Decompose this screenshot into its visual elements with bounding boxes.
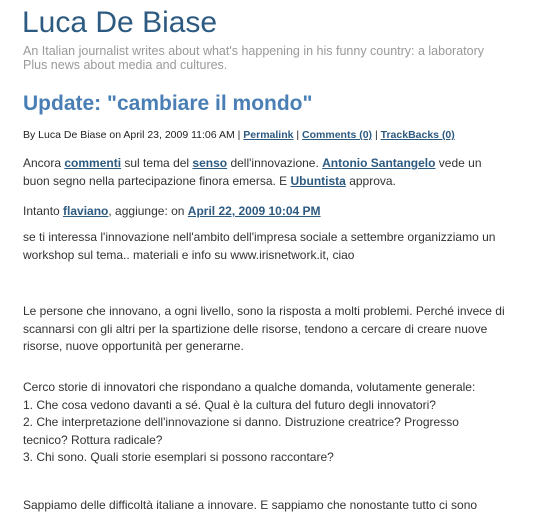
paragraph-line: Le persone che innovano, a ogni livello, sono la risposta a molti problemi. Perché invece di (23, 304, 505, 318)
flaviano-link[interactable]: flaviano (63, 204, 109, 218)
paragraph-line: Cerco storie di innovatori che rispondano a qualche domanda, volutamente generale: (23, 380, 476, 394)
ubuntista-link[interactable]: Ubuntista (290, 173, 346, 188)
blog-title[interactable]: Luca De Biase (22, 6, 218, 39)
text: sul tema del (121, 156, 193, 170)
paragraph (23, 155, 543, 190)
byline-text: By Luca De Biase on April 23, 2009 11:06 AM | (23, 129, 241, 141)
post-byline (23, 129, 455, 141)
tagline-line: An Italian journalist writes about what's happening in his funny country: a laboratory (23, 44, 484, 58)
text: buon segno nella partecipazione finora emersa. E (23, 173, 291, 188)
quote-paragraph (23, 229, 543, 264)
post-title[interactable]: Update: "cambiare il mondo" (23, 92, 313, 115)
paragraph-line: scannarsi con gli altri per la spartizione delle risorse, tendono a cercare di creare nuove (23, 321, 488, 336)
text: vede un (435, 156, 482, 170)
paragraph-line: Sappiamo delle difficoltà italiane a innovare. E sappiamo che nonostante tutto ci sono (23, 498, 478, 512)
paragraph-line: workshop sul tema.. materiali e info su www.irisnetwork.it, ciao (23, 247, 355, 262)
antonio-santangelo-link[interactable]: Antonio Santangelo (322, 156, 436, 170)
byline-separator: | (374, 129, 378, 141)
paragraph-line: 1. Che cosa vedono davanti a sé. Qual è la cultura del futuro degli innovatori? (23, 397, 436, 412)
byline-separator: | (296, 129, 300, 141)
comments-link[interactable]: Comments (0) (302, 129, 373, 141)
trackbacks-link[interactable]: TrackBacks (0) (380, 129, 455, 141)
paragraph-line: se ti interessa l'innovazione nell'ambito dell'impresa sociale a settembre organizziamo un (23, 230, 496, 244)
paragraph-line: tecnico? Rottura radicale? (23, 432, 163, 447)
permalink-link[interactable]: Permalink (243, 129, 294, 141)
paragraph (23, 303, 543, 356)
paragraph-line (23, 173, 543, 191)
paragraph-line: 2. Che interpretazione dell'innovazione si danno. Distruzione creatrice? Progresso (23, 415, 459, 429)
senso-link[interactable]: senso (192, 156, 228, 170)
paragraph-cut (23, 497, 543, 515)
text: , aggiunge: on (108, 204, 188, 218)
paragraph-line (23, 155, 543, 173)
text: approva. (345, 173, 396, 188)
text: Ancora (23, 156, 65, 170)
text: dell'innovazione. (227, 156, 323, 170)
paragraph-line (23, 203, 543, 221)
commenti-link[interactable]: commenti (64, 156, 122, 170)
paragraph (23, 379, 543, 467)
paragraph-line: risorse, nuove opportunità per generarne. (23, 339, 244, 353)
blog-tagline (23, 44, 550, 72)
paragraph-line: 3. Chi sono. Quali storie esemplari si possono raccontare? (23, 450, 334, 464)
paragraph (23, 203, 543, 221)
text: Intanto (23, 204, 64, 218)
comment-date-link[interactable]: April 22, 2009 10:04 PM (187, 204, 321, 218)
tagline-line: Plus news about media and cultures. (23, 58, 228, 72)
